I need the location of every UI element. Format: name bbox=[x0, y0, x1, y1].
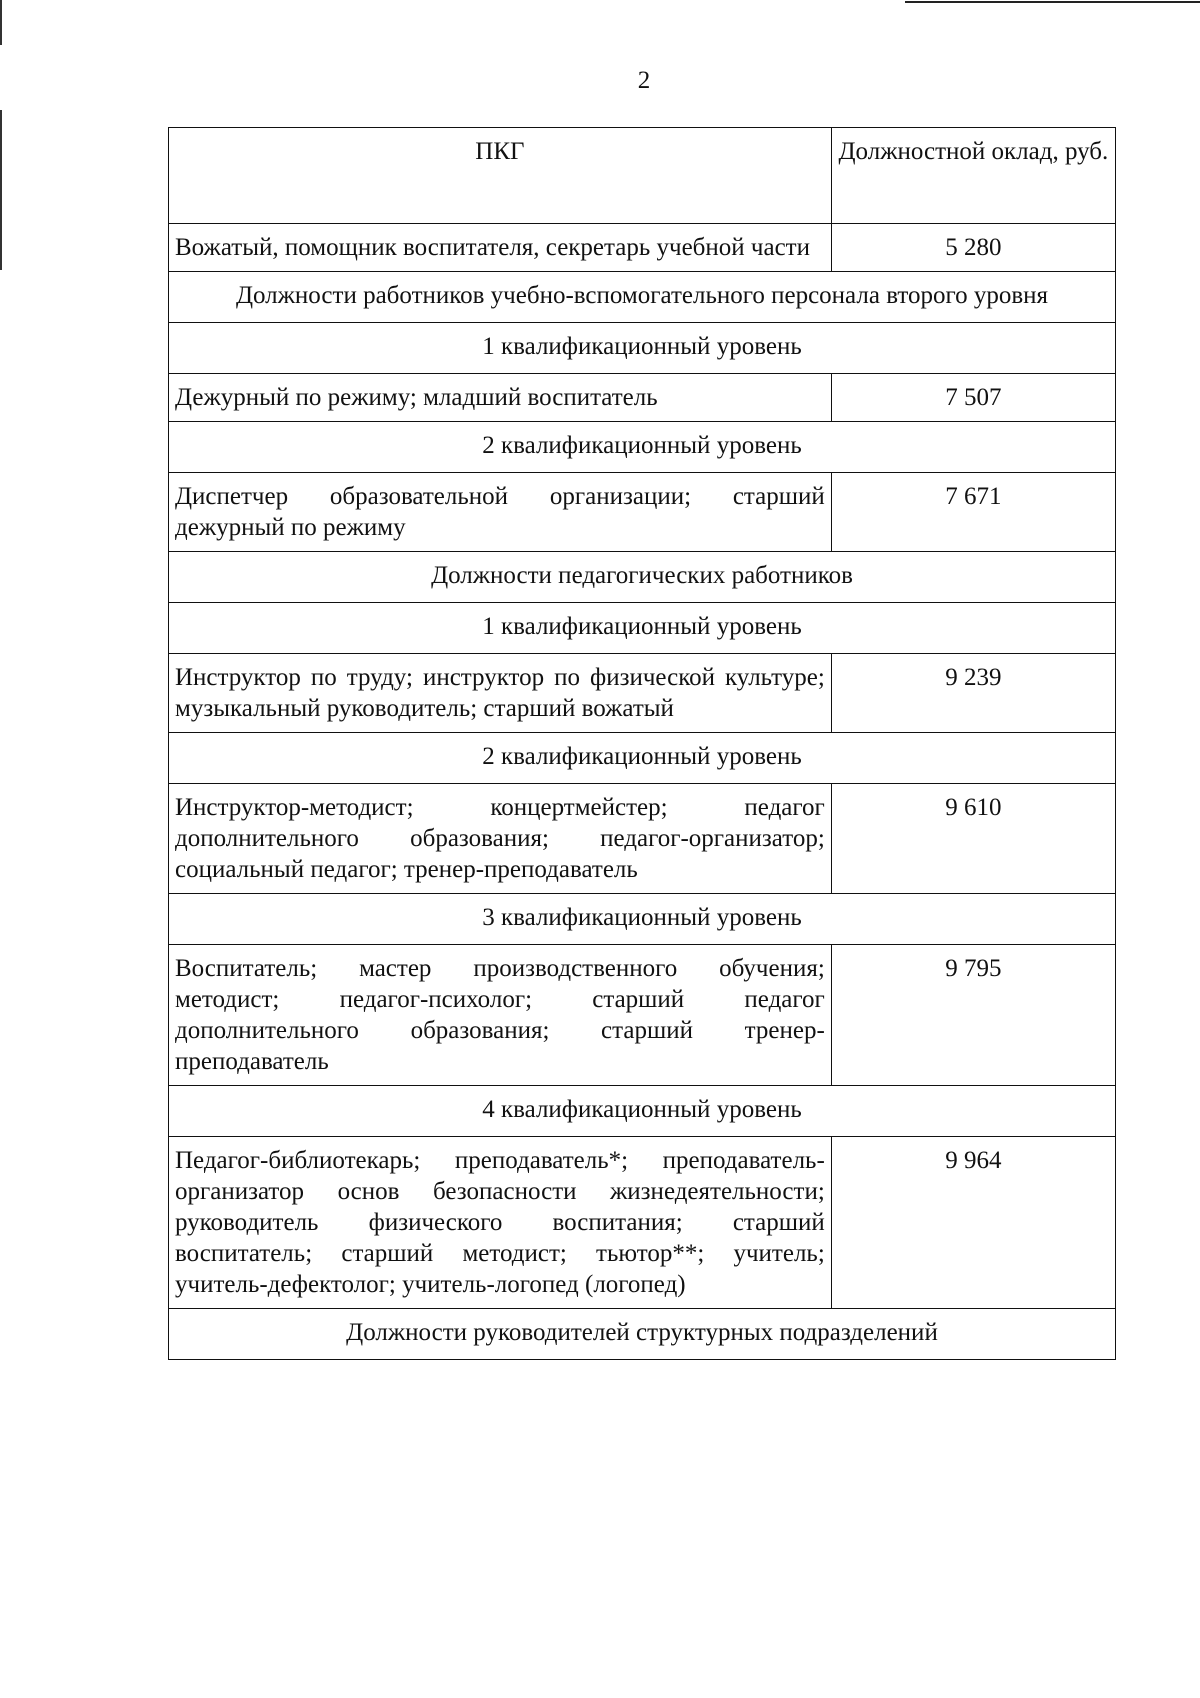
scan-edge-left bbox=[0, 110, 2, 270]
table-row bbox=[169, 473, 1116, 552]
salary-value: 9 610 bbox=[831, 784, 1115, 894]
table-row bbox=[169, 224, 1116, 272]
qualification-level-row bbox=[169, 733, 1116, 784]
position-list: Воспитатель; мастер производственного обучения; методист; педагог-психолог; старший педагог дополнительного образования; старший тренер-преподаватель bbox=[169, 945, 832, 1086]
qualification-level-row bbox=[169, 1086, 1116, 1137]
table-body bbox=[169, 224, 1116, 1360]
qualification-level-title: 4 квалификационный уровень bbox=[169, 1086, 1116, 1137]
salary-table bbox=[168, 127, 1116, 1360]
section-header-row bbox=[169, 272, 1116, 323]
table-row bbox=[169, 1137, 1116, 1309]
column-header-salary: Должностной оклад, руб. bbox=[831, 128, 1115, 224]
table-header-row bbox=[169, 128, 1116, 224]
scan-edge-top bbox=[905, 1, 1200, 3]
table-header bbox=[169, 128, 1116, 224]
salary-value: 9 964 bbox=[831, 1137, 1115, 1309]
qualification-level-title: 2 квалификационный уровень bbox=[169, 733, 1116, 784]
table-row bbox=[169, 945, 1116, 1086]
position-list: Дежурный по режиму; младший воспитатель bbox=[169, 374, 832, 422]
position-list: Вожатый, помощник воспитателя, секретарь учебной части bbox=[169, 224, 832, 272]
salary-value: 5 280 bbox=[831, 224, 1115, 272]
qualification-level-title: 1 квалификационный уровень bbox=[169, 323, 1116, 374]
salary-value: 7 671 bbox=[831, 473, 1115, 552]
scan-edge-left-top bbox=[0, 0, 2, 45]
page-number: 2 bbox=[637, 67, 651, 94]
section-title: Должности педагогических работников bbox=[169, 552, 1116, 603]
section-title: Должности руководителей структурных подразделений bbox=[169, 1309, 1116, 1360]
section-header-row bbox=[169, 552, 1116, 603]
column-header-pkg: ПКГ bbox=[169, 128, 832, 224]
position-list: Педагог-библиотекарь; преподаватель*; преподаватель-организатор основ безопасности жизнедеятельности; руководитель физического воспитания; старший воспитатель; старший методист; тьютор**; учитель; учитель-дефектолог; учитель-логопед (логопед) bbox=[169, 1137, 832, 1309]
table-row bbox=[169, 784, 1116, 894]
qualification-level-row bbox=[169, 603, 1116, 654]
salary-value: 9 239 bbox=[831, 654, 1115, 733]
qualification-level-row bbox=[169, 422, 1116, 473]
section-title: Должности работников учебно-вспомогательного персонала второго уровня bbox=[169, 272, 1116, 323]
section-header-row bbox=[169, 1309, 1116, 1360]
salary-value: 9 795 bbox=[831, 945, 1115, 1086]
qualification-level-title: 1 квалификационный уровень bbox=[169, 603, 1116, 654]
table-row bbox=[169, 654, 1116, 733]
position-list: Инструктор-методист; концертмейстер; педагог дополнительного образования; педагог-организатор; социальный педагог; тренер-преподаватель bbox=[169, 784, 832, 894]
qualification-level-title: 3 квалификационный уровень bbox=[169, 894, 1116, 945]
salary-value: 7 507 bbox=[831, 374, 1115, 422]
qualification-level-row bbox=[169, 894, 1116, 945]
table-row bbox=[169, 374, 1116, 422]
qualification-level-title: 2 квалификационный уровень bbox=[169, 422, 1116, 473]
position-list: Диспетчер образовательной организации; старший дежурный по режиму bbox=[169, 473, 832, 552]
position-list: Инструктор по труду; инструктор по физической культуре; музыкальный руководитель; старший вожатый bbox=[169, 654, 832, 733]
qualification-level-row bbox=[169, 323, 1116, 374]
